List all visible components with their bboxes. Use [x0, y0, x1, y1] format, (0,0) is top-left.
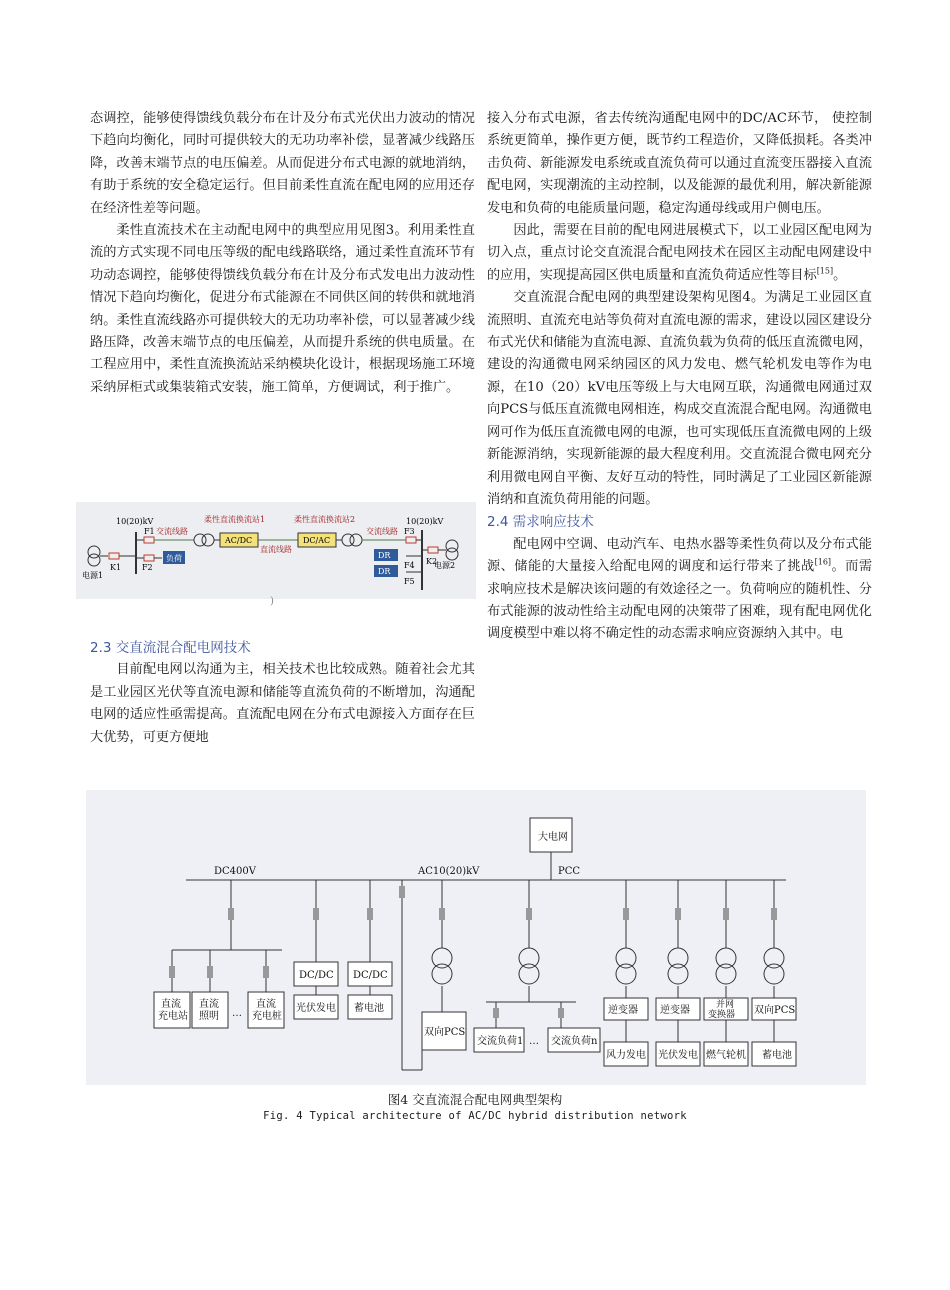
grid-label: 大电网: [538, 832, 568, 843]
source-label: 电源2: [434, 561, 456, 570]
right-text-column: [487, 108, 872, 646]
section-heading: 2.4 需求响应技术: [487, 514, 594, 531]
inverter-label: 逆变器: [608, 1005, 638, 1016]
ellipsis: …: [232, 1008, 242, 1019]
source-label: 电源1: [82, 571, 104, 580]
switch-label: K2: [426, 557, 438, 566]
left-text-column: [90, 108, 475, 399]
paragraph: 接入分布式电源，省去传统沟通配电网中的DC/AC环节， 使控制系统更简单，操作更方便，既节约工程造价，又降低损耗。各类冲击负荷、新能源发电系统或直流负荷可以通过直流变压器接入直流配电网，实现潮流的主动控制，以及能源的最优利用，解决新能源发电和负荷的电能质量问题，稳定沟通母线或用户侧电压。: [487, 111, 872, 216]
load-label: 负荷: [166, 554, 182, 563]
battery-label: 蓄电池: [762, 1050, 792, 1061]
paragraph: [487, 220, 872, 287]
feeder-label: F4: [404, 561, 415, 570]
ellipsis: …: [529, 1036, 539, 1047]
paragraph-text: 配电网中空调、电动汽车、电热水器等柔性负荷以及分布式能源、储能的大量接入给配电网的调度和运行带来了挑战: [487, 536, 872, 575]
paragraph: 目前配电网以沟通为主，相关技术也比较成熟。随着社会尤其是工业园区光伏等直流电源和储能等直流负荷的不断增加，沟通配电网的适应性亟需提高。直流配电网在分布式电源接入方面存在巨大优势，可更方便地: [90, 662, 475, 745]
dc-load-label: 直流充电站: [158, 999, 188, 1022]
reference-15: [15]: [816, 266, 834, 276]
dc-line-label: 直流线路: [260, 545, 292, 554]
feeder-label: F5: [404, 577, 415, 586]
pcs-label: 双向PCS: [424, 1027, 466, 1038]
paragraph: 交直流混合配电网的典型建设架构见图4。为满足工业园区直流照明、直流充电站等负荷对直流电源的需求，建设以园区建设分布式光伏和储能为直流电源、直流负载为负荷的低压直流微电网，建设的沟通微电网采纳园区的风力发电、燃气轮机发电等作为电源，在10（20）kV电压等级上与大电网互联，沟通微电网通过双向PCS与低压直流微电网相连，构成交直流混合配电网。沟通微电网可作为低压直流微电网的电源，也可实现低压直流微电网的上级新能源消纳，实现新能源的最大程度利用。交直流混合微电网充分利用微电网自平衡、友好互动的特性，同时满足了工业园区新能源消纳和直流负荷用能的问题。: [487, 290, 872, 507]
grid-converter-label: 并网变换器: [708, 1000, 736, 1020]
pv-label: 光伏发电: [658, 1050, 698, 1061]
ac-line-label: 交流线路: [156, 527, 188, 536]
voltage-label: 10(20)kV: [406, 517, 444, 526]
voltage-label: 10(20)kV: [116, 517, 154, 526]
paragraph: [487, 534, 872, 646]
figure-3-mark: ): [270, 596, 274, 607]
dc-load-label: 直流充电桩: [252, 999, 282, 1022]
dr-label: DR: [378, 551, 391, 560]
figure-4-caption: 图4 交直流混合配电网典型架构: [387, 1092, 563, 1107]
pv-label: 光伏发电: [296, 1003, 336, 1014]
switch-label: K1: [110, 563, 122, 572]
feeder-label: F1: [144, 527, 155, 536]
station-label: 柔性直流换流站1: [204, 515, 266, 524]
pcc-label: PCC: [558, 866, 581, 877]
dcdc-label: DC/DC: [299, 970, 334, 981]
feeder-label: F3: [404, 527, 415, 536]
ac-line-label: 交流线路: [366, 527, 398, 536]
reference-16: [16]: [814, 557, 832, 567]
ac-bus-label: AC10(20)kV: [418, 866, 480, 877]
dc-load-label: 直流照明: [199, 999, 219, 1022]
dr-label: DR: [378, 567, 391, 576]
ac-load-label: 交流负荷n: [551, 1036, 598, 1047]
paragraph: 柔性直流技术在主动配电网中的典型应用见图3。利用柔性直流的方式实现不同电压等级的配电线路联络，通过柔性直流环节有功动态调控，能够使得馈线负载分布在计及分布式发电出力波动性情况下趋向均衡化，促进分布式能源在不同供区间的转供和就地消纳。柔性直流线路亦可提供较大的无功功率补偿，可以显著减少线路压降，改善末端节点的电压偏差，从而提升系统的供电质量。在工程应用中，柔性直流换流站采纳模块化设计，根据现场施工环境采纳屏柜式或集装箱式安装，施工简单，方便调试，利于推广。: [90, 223, 475, 395]
paragraph-text: 因此，需要在目前的配电网进展模式下，以工业园区配电网为切入点，重点讨论交直流混合配电网技术在园区主动配电网建设中的应用，实现提高园区供电质量和直流负荷适应性等目标: [487, 223, 872, 283]
left-text-column-lower: [90, 637, 475, 749]
dc-bus-label: DC400V: [214, 866, 256, 877]
figure-3-flexible-dc-diagram: [76, 502, 476, 599]
dcdc-label: DC/DC: [353, 970, 388, 981]
gas-turbine-label: 燃气轮机: [706, 1050, 746, 1061]
wind-label: 风力发电: [606, 1050, 646, 1061]
pcs-label: 双向PCS: [754, 1005, 796, 1016]
station-label: 柔性直流换流站2: [294, 515, 356, 524]
section-heading: 2.3 交直流混合配电网技术: [90, 640, 251, 656]
dcac-label: DC/AC: [303, 536, 331, 545]
paragraph-text: 。而需求响应技术是解决该问题的有效途径之一。负荷响应的随机性、分布式能源的波动性给主动配电网的决策带了困难，现有配电网优化调度模型中难以将不确定性的动态需求响应资源纳入其中。电: [487, 559, 872, 642]
figure-4-caption-en: Fig. 4 Typical architecture of AC/DC hybrid distribution network: [263, 1110, 687, 1122]
acdc-label: AC/DC: [225, 536, 253, 545]
figure-4-acdc-hybrid-architecture: [86, 790, 866, 1085]
battery-label: 蓄电池: [354, 1003, 384, 1014]
paragraph: 态调控，能够使得馈线负载分布在计及分布式光伏出力波动的情况下趋向均衡化，同时可提供较大的无功功率补偿，显著减少线路压降，改善末端节点的电压偏差。从而促进分布式电源的就地消纳，有助于系统的安全稳定运行。但目前柔性直流在配电网的应用还存在经济性差等问题。: [90, 111, 475, 216]
ac-load-label: 交流负荷1: [477, 1036, 524, 1047]
inverter-label: 逆变器: [660, 1005, 690, 1016]
feeder-label: F2: [142, 563, 153, 572]
punctuation: 。: [833, 267, 847, 283]
